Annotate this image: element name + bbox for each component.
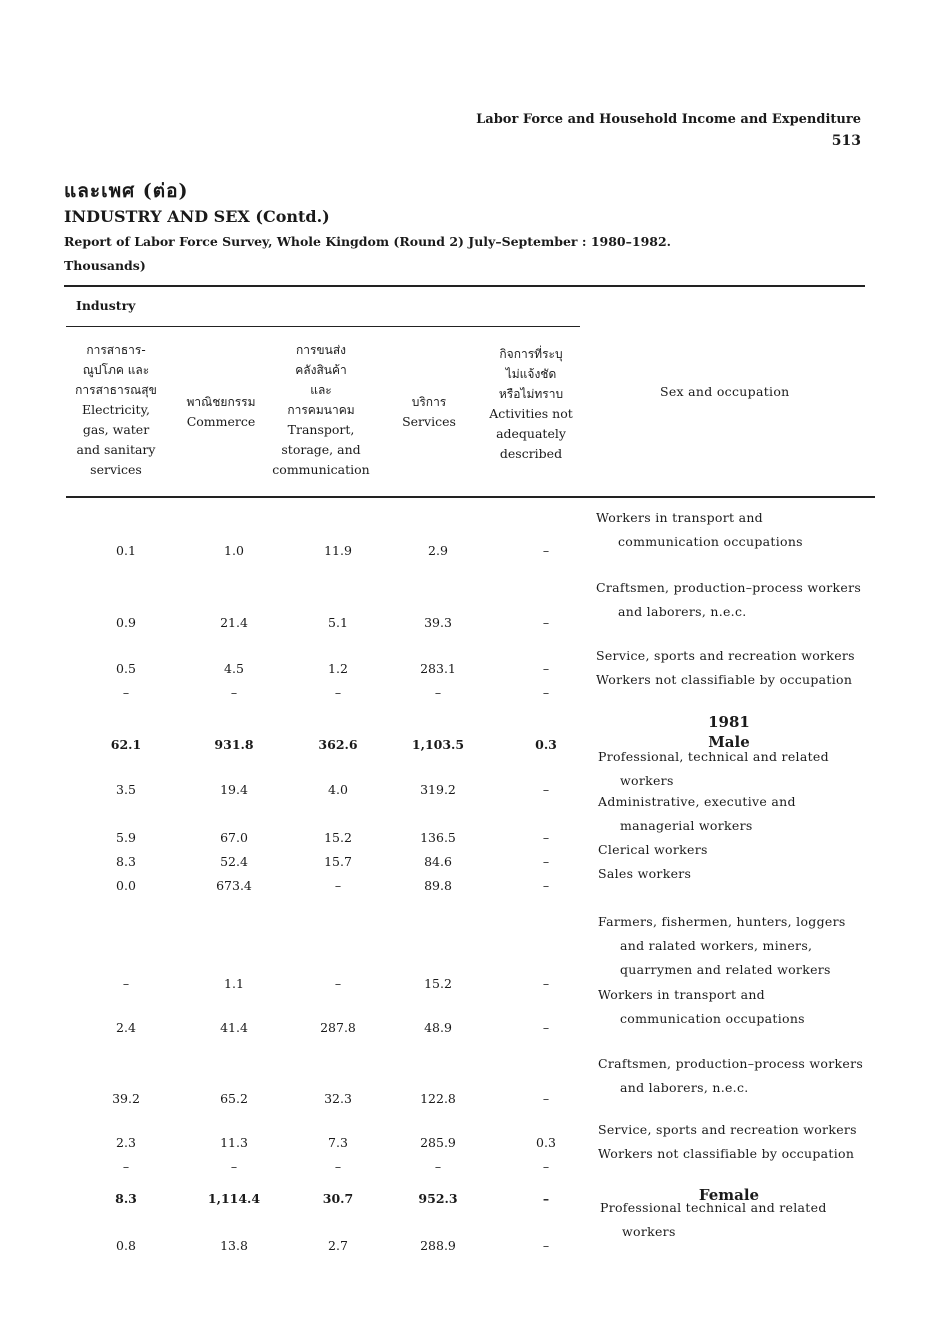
occupation-line: Farmers, fishermen, hunters, loggers — [598, 914, 846, 929]
sex-heading: Male — [708, 733, 750, 751]
table-cell: – — [334, 878, 342, 893]
table-cell: 84.6 — [424, 854, 452, 869]
table-cell: 4.5 — [224, 661, 244, 676]
occupation-line: communication occupations — [620, 1011, 805, 1026]
table-cell: – — [542, 878, 550, 893]
table-cell: – — [230, 685, 238, 700]
table-cell: – — [122, 976, 130, 991]
sex-heading: Female — [698, 1186, 760, 1204]
units-note: Thousands) — [64, 258, 146, 273]
table-cell: 52.4 — [220, 854, 248, 869]
occupation-label — [600, 1196, 827, 1244]
table-cell: 15.2 — [324, 830, 352, 845]
table-cell: 30.7 — [322, 1191, 354, 1206]
running-title: Labor Force and Household Income and Expenditure — [476, 112, 861, 127]
column-header-transport — [268, 340, 374, 480]
table-cell: 15.2 — [424, 976, 452, 991]
table-cell: 15.7 — [324, 854, 352, 869]
occupation-line: Professional, technical and related — [598, 749, 829, 764]
table-cell: 319.2 — [420, 782, 456, 797]
occupation-column-header: Sex and occupation — [660, 384, 790, 399]
column-header-en: Commerce — [186, 414, 256, 429]
table-cell: 11.9 — [324, 543, 352, 558]
table-cell: 0.8 — [116, 1238, 136, 1253]
table-cell: 952.3 — [418, 1191, 458, 1206]
occupation-line: Workers in transport and — [598, 987, 765, 1002]
table-cell: – — [542, 1191, 550, 1206]
table-cell: – — [542, 976, 550, 991]
table-cell: 1,114.4 — [207, 1191, 261, 1206]
occupation-line: and laborers, n.e.c. — [620, 1080, 749, 1095]
occupation-line: and laborers, n.e.c. — [618, 604, 747, 619]
column-header-services — [392, 392, 466, 432]
table-cell: – — [542, 830, 550, 845]
table-cell: 8.3 — [116, 854, 136, 869]
table-cell: – — [542, 1091, 550, 1106]
table-cell: 136.5 — [420, 830, 456, 845]
table-cell: 2.7 — [328, 1238, 348, 1253]
table-cell: 2.3 — [116, 1135, 136, 1150]
table-cell: 62.1 — [110, 737, 142, 752]
occupation-label — [596, 644, 855, 668]
table-cell: 288.9 — [420, 1238, 456, 1253]
table-cell: 931.8 — [214, 737, 254, 752]
table-cell: – — [542, 1238, 550, 1253]
table-cell: – — [434, 1159, 442, 1174]
table-cell: 0.1 — [116, 543, 136, 558]
table-cell: 1,103.5 — [411, 737, 465, 752]
column-header-thai: บริการ — [411, 395, 447, 409]
column-header-en: Activities not adequately described — [489, 406, 573, 461]
table-cell: 4.0 — [328, 782, 348, 797]
occupation-label — [596, 668, 852, 692]
occupation-label — [598, 745, 829, 793]
table-cell: 0.5 — [116, 661, 136, 676]
table-cell: – — [542, 543, 550, 558]
table-cell: 2.9 — [428, 543, 448, 558]
table-cell: 0.0 — [116, 878, 136, 893]
table-cell: – — [334, 976, 342, 991]
table-cell: 285.9 — [420, 1135, 456, 1150]
thai-title: และเพศ (ต่อ) — [64, 180, 189, 202]
column-header-thai: พาณิชยกรรม — [186, 395, 256, 409]
table-cell: 122.8 — [420, 1091, 456, 1106]
table-cell: 287.8 — [320, 1020, 356, 1035]
column-header-en: Services — [402, 414, 456, 429]
table-cell: 283.1 — [420, 661, 456, 676]
table-cell: 39.3 — [424, 615, 452, 630]
table-cell: 11.3 — [220, 1135, 248, 1150]
occupation-line: workers — [622, 1224, 676, 1239]
table-cell: 1.0 — [224, 543, 244, 558]
occupation-label — [596, 576, 861, 624]
occupation-label — [598, 1052, 863, 1100]
table-cell: 362.6 — [318, 737, 358, 752]
table-cell: 3.5 — [116, 782, 136, 797]
occupation-label — [596, 506, 803, 554]
table-cell: 5.1 — [328, 615, 348, 630]
table-cell: – — [334, 685, 342, 700]
column-header-activities — [476, 344, 586, 464]
table-cell: – — [542, 1020, 550, 1035]
occupation-line: quarrymen and related workers — [620, 962, 831, 977]
table-cell: 21.4 — [220, 615, 248, 630]
occupation-label — [598, 983, 805, 1031]
table-cell: – — [542, 661, 550, 676]
table-cell: 48.9 — [424, 1020, 452, 1035]
occupation-line: Craftsmen, production–process workers — [596, 580, 862, 595]
table-cell: 41.4 — [220, 1020, 248, 1035]
table-cell: – — [542, 685, 550, 700]
occupation-line: Workers in transport and — [596, 510, 763, 525]
table-cell: 65.2 — [220, 1091, 248, 1106]
occupation-line: workers — [620, 773, 674, 788]
page-number: 513 — [831, 133, 861, 149]
table-cell: 0.9 — [116, 615, 136, 630]
column-header-thai: การขนส่ง คลังสินค้า และ การคมนาคม — [287, 343, 355, 417]
table-cell: – — [230, 1159, 238, 1174]
industry-rule — [66, 326, 580, 327]
column-header-commerce — [175, 392, 267, 432]
table-cell: – — [434, 685, 442, 700]
table-cell: 1.2 — [328, 661, 348, 676]
table-cell: 13.8 — [220, 1238, 248, 1253]
top-rule — [64, 285, 865, 287]
table-cell: – — [122, 1159, 130, 1174]
column-header-electricity — [66, 340, 166, 480]
occupation-label — [598, 1118, 857, 1142]
occupation-line: Sales workers — [598, 866, 692, 881]
occupation-line: Clerical workers — [598, 842, 708, 857]
table-cell: – — [542, 615, 550, 630]
column-header-en: Transport, storage, and communication — [272, 422, 370, 477]
occupation-label — [598, 862, 691, 886]
occupation-label — [598, 910, 846, 982]
occupation-line: Administrative, executive and — [598, 794, 796, 809]
table-cell: 7.3 — [328, 1135, 348, 1150]
column-header-en: Electricity, gas, water and sanitary services — [76, 402, 156, 477]
table-cell: – — [334, 1159, 342, 1174]
page-title: INDUSTRY AND SEX (Contd.) — [64, 207, 330, 226]
table-cell: – — [542, 1159, 550, 1174]
table-cell: 39.2 — [112, 1091, 140, 1106]
table-cell: 0.3 — [535, 737, 557, 752]
occupation-line: Service, sports and recreation workers — [596, 648, 855, 663]
year-heading: 1981 — [708, 713, 750, 731]
occupation-line: Workers not classifiable by occupation — [598, 1146, 855, 1161]
table-cell: – — [122, 685, 130, 700]
occupation-line: Professional technical and related — [600, 1200, 827, 1215]
header-bottom-rule — [66, 496, 875, 498]
report-subtitle: Report of Labor Force Survey, Whole Kingdom (Round 2) July–September : 1980–1982. — [64, 234, 672, 249]
table-cell: 0.3 — [536, 1135, 556, 1150]
occupation-label — [598, 838, 708, 862]
table-cell: 19.4 — [220, 782, 248, 797]
table-cell: 67.0 — [220, 830, 248, 845]
occupation-line: communication occupations — [618, 534, 803, 549]
occupation-line: Craftsmen, production–process workers — [598, 1056, 864, 1071]
occupation-label — [598, 790, 796, 838]
occupation-line: and ralated workers, miners, — [620, 938, 813, 953]
table-cell: 8.3 — [115, 1191, 137, 1206]
occupation-line: Workers not classifiable by occupation — [596, 672, 853, 687]
table-cell: 673.4 — [216, 878, 252, 893]
table-cell: – — [542, 854, 550, 869]
occupation-line: Service, sports and recreation workers — [598, 1122, 857, 1137]
table-cell: – — [542, 782, 550, 797]
table-cell: 1.1 — [224, 976, 244, 991]
column-header-thai: การสาธาร- ณูปโภค และ การสาธารณสุข — [75, 343, 157, 397]
column-header-thai: กิจการที่ระบุ ไม่แจ้งชัด หรือไม่ทราบ — [498, 347, 564, 401]
table-cell: 89.8 — [424, 878, 452, 893]
occupation-label — [598, 1142, 854, 1166]
table-cell: 2.4 — [116, 1020, 136, 1035]
occupation-line: managerial workers — [620, 818, 753, 833]
table-cell: 32.3 — [324, 1091, 352, 1106]
industry-group-header: Industry — [76, 298, 136, 313]
table-cell: 5.9 — [116, 830, 136, 845]
